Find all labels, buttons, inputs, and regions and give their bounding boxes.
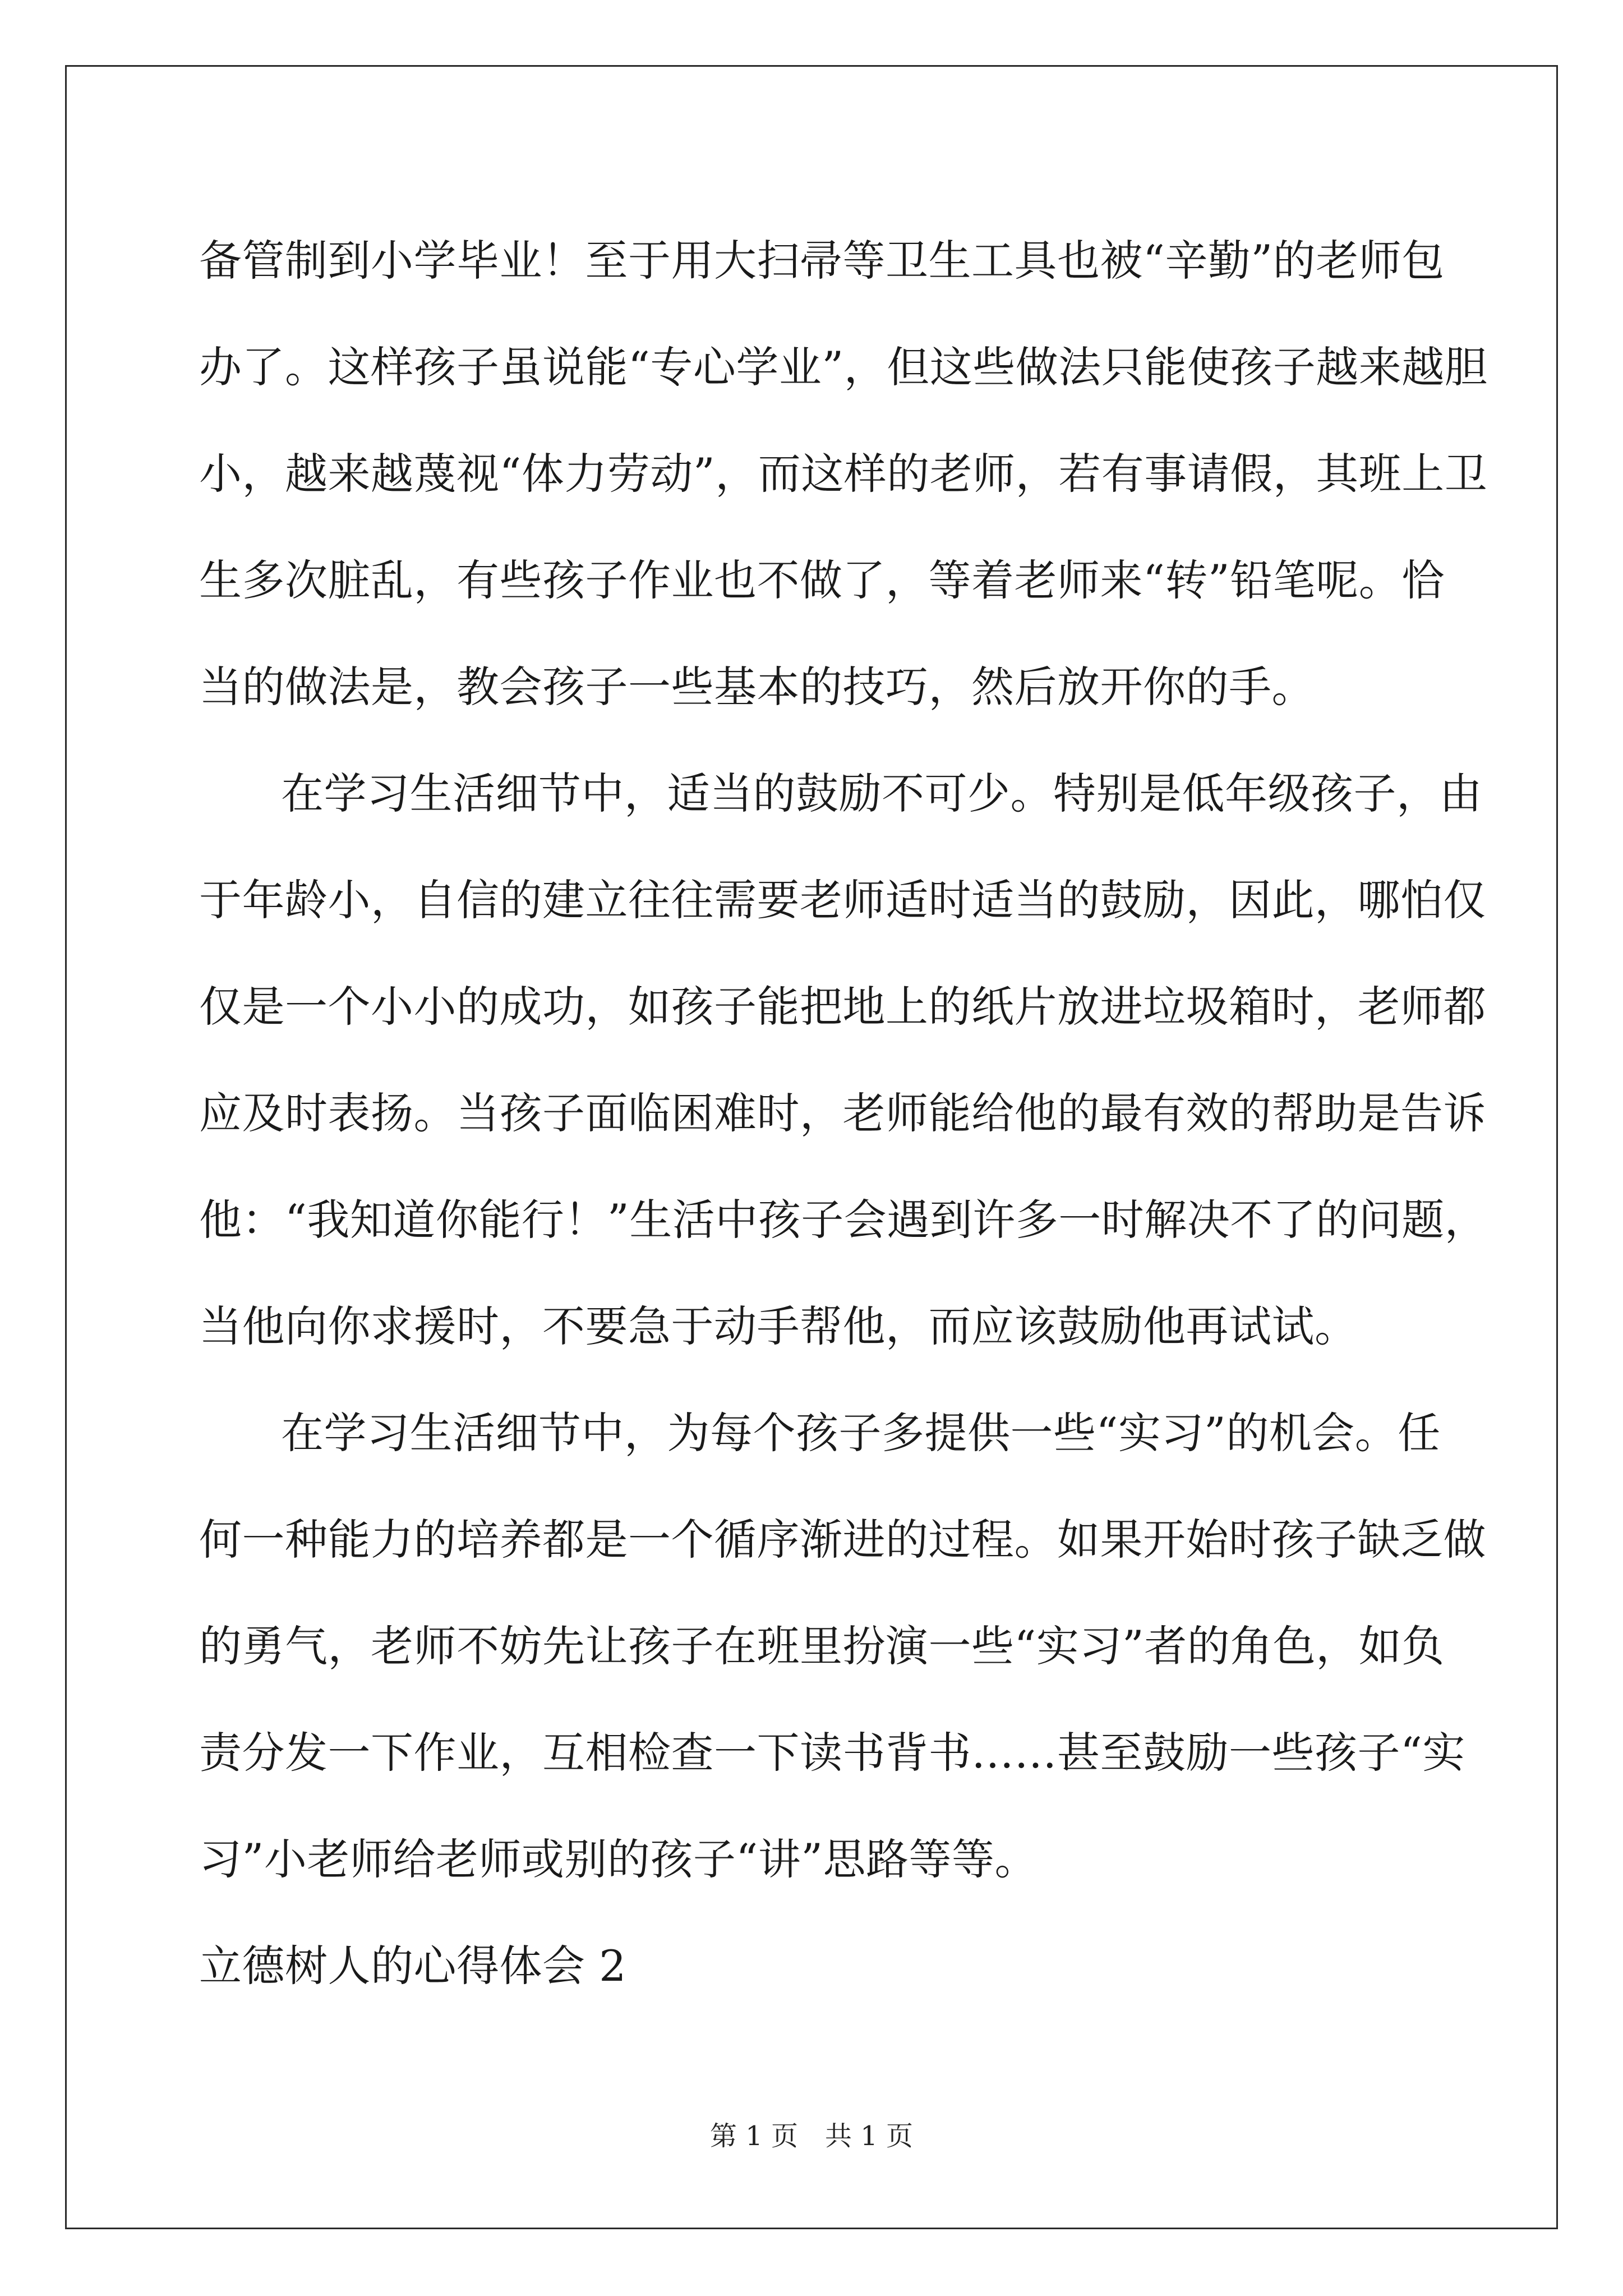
- text-line: 仅是一个小小的成功，如孩子能把地上的纸片放进垃圾箱时，老师都: [199, 982, 1486, 1032]
- text-line: 当的做法是，教会孩子一些基本的技巧，然后放开你的手。: [199, 662, 1315, 712]
- text-line: 生多次脏乱，有些孩子作业也不做了，等着老师来“转”铅笔呢。恰: [199, 555, 1445, 605]
- document-body: [199, 208, 1488, 2019]
- text-line: 小，越来越蔑视“体力劳动”，而这样的老师，若有事请假，其班上卫: [199, 449, 1488, 499]
- text-line: 责分发一下作业，互相检查一下读书背书……甚至鼓励一些孩子“实: [199, 1728, 1465, 1778]
- paragraph-first-line: 在学习生活细节中，为每个孩子多提供一些“实习”的机会。任: [281, 1408, 1441, 1458]
- text-line: 备管制到小学毕业！至于用大扫帚等卫生工具也被“辛勤”的老师包: [199, 236, 1445, 286]
- text-line: 于年龄小，自信的建立往往需要老师适时适当的鼓励，因此，哪怕仅: [199, 875, 1486, 925]
- text-line: 的勇气，老师不妨先让孩子在班里扮演一些“实习”者的角色，如负: [199, 1621, 1445, 1671]
- text-line: 应及时表扬。当孩子面临困难时，老师能给他的最有效的帮助是告诉: [199, 1088, 1486, 1138]
- page-footer: 第 1 页 共 1 页: [709, 2120, 914, 2152]
- text-line: 何一种能力的培养都是一个循序渐进的过程。如果开始时孩子缺乏做: [199, 1515, 1486, 1565]
- text-line: 当他向你求援时，不要急于动手帮他，而应该鼓励他再试试。: [199, 1301, 1358, 1351]
- text-line: 办了。这样孩子虽说能“专心学业”，但这些做法只能使孩子越来越胆: [199, 342, 1488, 392]
- text-line: 习”小老师给老师或别的孩子“讲”思路等等。: [199, 1834, 1038, 1884]
- paragraph-first-line: 在学习生活细节中，适当的鼓励不可少。特别是低年级孩子，由: [281, 769, 1482, 818]
- text-line: 他：“我知道你能行！”生活中孩子会遇到许多一时解决不了的问题，: [199, 1195, 1488, 1245]
- section-heading: 立德树人的心得体会 2: [199, 1941, 627, 1991]
